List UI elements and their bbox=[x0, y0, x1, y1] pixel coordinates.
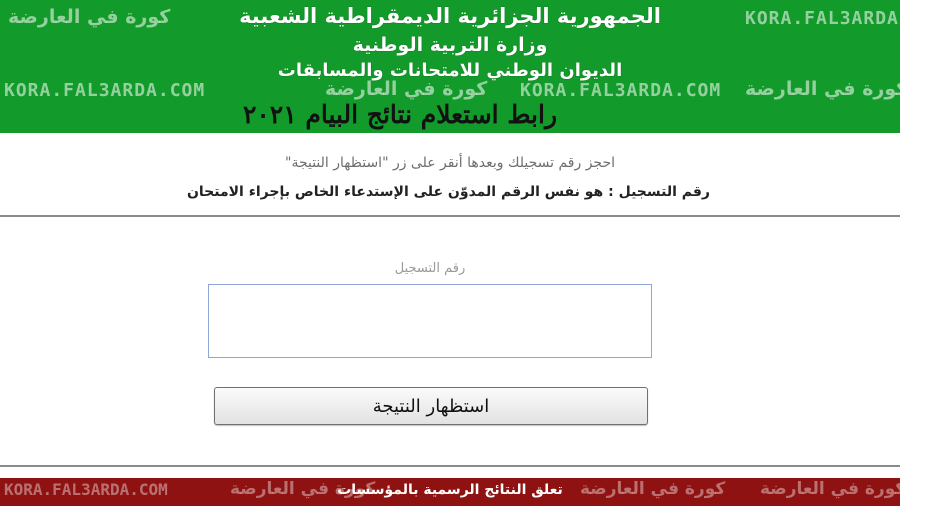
registration-note: رقم التسجيل : هو نفس الرقم المدوّن على الإستدعاء الخاص بإجراء الامتحان bbox=[186, 184, 710, 200]
watermark-arabic: كورة في العارضة bbox=[230, 479, 376, 499]
show-result-button[interactable]: استظهار النتيجة bbox=[214, 387, 648, 425]
watermark-latin: KORA.FAL3ARDA.COM bbox=[520, 80, 722, 101]
watermark-arabic: كورة في العارضة bbox=[580, 479, 726, 499]
watermark-latin: KORA.FAL3ARDA.COM bbox=[745, 8, 946, 29]
footer-text: تعلق النتائج الرسمية بالمؤسسات bbox=[337, 482, 563, 498]
header-ministry: وزارة التربية الوطنية bbox=[352, 34, 548, 56]
watermark-latin: KORA.FAL3ARDA.COM bbox=[4, 480, 168, 499]
watermark-arabic: كورة في العارضة bbox=[745, 78, 908, 100]
registration-label: رقم التسجيل bbox=[394, 261, 466, 276]
header-banner bbox=[0, 0, 946, 133]
result-form bbox=[0, 217, 900, 465]
watermark-arabic: كورة في العارضة bbox=[325, 78, 488, 100]
registration-number-input[interactable] bbox=[208, 284, 652, 358]
watermark-arabic: كورة في العارضة bbox=[760, 479, 906, 499]
footer-banner bbox=[0, 478, 906, 506]
header-republic: الجمهورية الجزائرية الديمقراطية الشعبية bbox=[239, 4, 661, 28]
divider bbox=[0, 465, 900, 467]
watermark-arabic: كورة في العارضة bbox=[8, 6, 171, 28]
instruction-text: احجز رقم تسجيلك وبعدها أنقر على زر "استظهار النتيجة" bbox=[285, 155, 615, 171]
header-office: الديوان الوطني للامتحانات والمسابقات bbox=[277, 60, 623, 81]
instructions-panel bbox=[0, 133, 900, 217]
page-title: رابط استعلام نتائج البيام ٢٠٢١ bbox=[242, 100, 558, 129]
watermark-latin: KORA.FAL3ARDA.COM bbox=[4, 80, 206, 101]
